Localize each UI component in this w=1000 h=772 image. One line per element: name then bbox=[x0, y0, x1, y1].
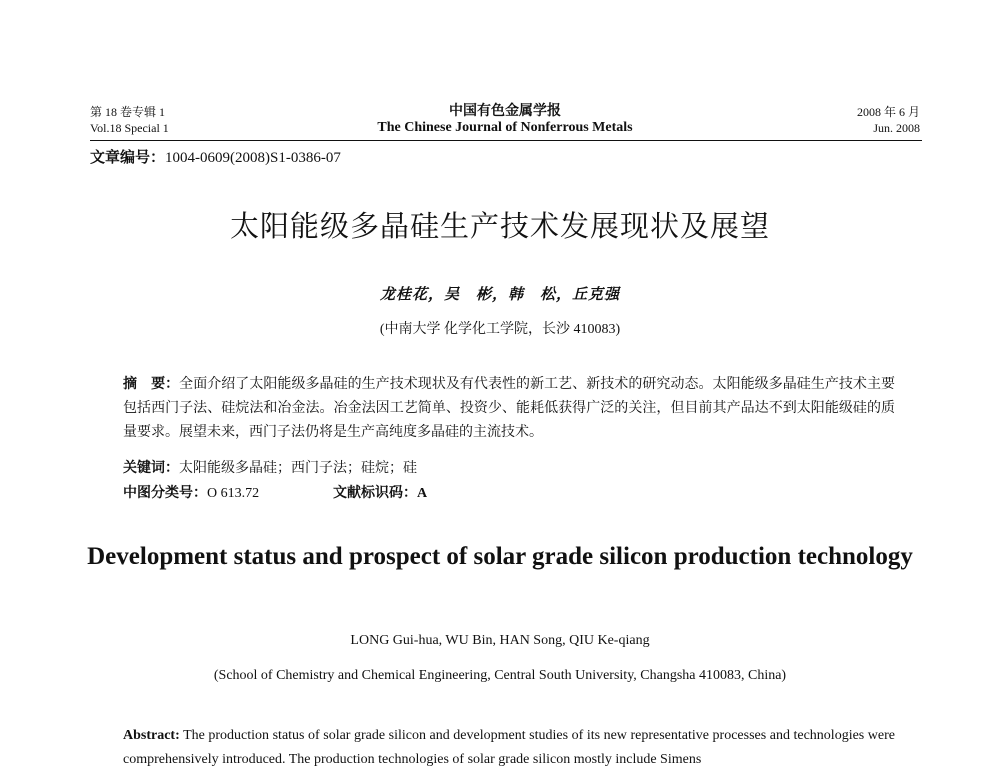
issue-date bbox=[857, 104, 920, 136]
clc-label: 中图分类号： bbox=[123, 486, 207, 501]
running-header bbox=[90, 104, 920, 138]
affiliation-cn: (中南大学 化学化工学院，长沙 410083) bbox=[379, 322, 621, 337]
doc-code-value: A bbox=[417, 486, 428, 501]
volume-cn: 第 18 卷专辑 1 bbox=[90, 105, 166, 119]
article-number-label: 文章编号： bbox=[90, 150, 166, 166]
doc-code bbox=[333, 482, 427, 506]
header-rule bbox=[90, 140, 922, 141]
journal-name-cn: 中国有色金属学报 bbox=[449, 104, 561, 119]
abstract-cn-label: 摘 要： bbox=[123, 377, 180, 392]
classification bbox=[123, 482, 723, 506]
clc-value: O 613.72 bbox=[207, 486, 260, 501]
authors-en: LONG Gui-hua, WU Bin, HAN Song, QIU Ke-qiang bbox=[350, 633, 650, 648]
abstract-en bbox=[123, 724, 895, 772]
article-number-value: 1004-0609(2008)S1-0386-07 bbox=[165, 150, 341, 166]
keywords-cn-text: 太阳能级多晶硅；西门子法；硅烷；硅 bbox=[179, 461, 417, 476]
affiliation-en: (School of Chemistry and Chemical Engineering, Central South University, Changsha 410083, China) bbox=[213, 668, 787, 683]
abstract-cn-text: 全面介绍了太阳能级多晶硅的生产技术现状及有代表性的新工艺、新技术的研究动态。太阳能级多晶硅生产技术主要包括西门子法、硅烷法和冶金法。冶金法因工艺简单、投资少、能耗低获得广泛的关注，但目前其产品达不到太阳能级硅的质量要求。展望未来，西门子法仍将是生产高纯度多晶硅的主流技术。 bbox=[123, 377, 896, 440]
doc-code-label: 文献标识码： bbox=[333, 486, 417, 501]
date-cn: 2008 年 6 月 bbox=[856, 105, 920, 119]
authors-cn: 龙桂花，吴 彬，韩 松，丘克强 bbox=[379, 287, 620, 303]
journal-name-en: The Chinese Journal of Nonferrous Metals bbox=[377, 120, 633, 135]
date-en: Jun. 2008 bbox=[873, 121, 920, 135]
title-en: Development status and prospect of solar grade silicon production technology bbox=[87, 543, 913, 570]
keywords-cn-label: 关键词： bbox=[123, 461, 179, 476]
volume-en: Vol.18 Special 1 bbox=[90, 121, 169, 135]
abstract-cn bbox=[123, 373, 895, 445]
abstract-en-text: The production status of solar grade silicon and development studies of its new representative processes and technologies were comprehensively introduced. The production technologies of solar grade silicon mostly include Simens bbox=[123, 728, 896, 767]
abstract-en-label: Abstract: bbox=[123, 728, 180, 743]
journal-name bbox=[90, 104, 920, 136]
keywords-cn bbox=[123, 457, 417, 481]
title-cn: 太阳能级多晶硅生产技术发展现状及展望 bbox=[229, 209, 770, 243]
article-number bbox=[90, 146, 341, 167]
